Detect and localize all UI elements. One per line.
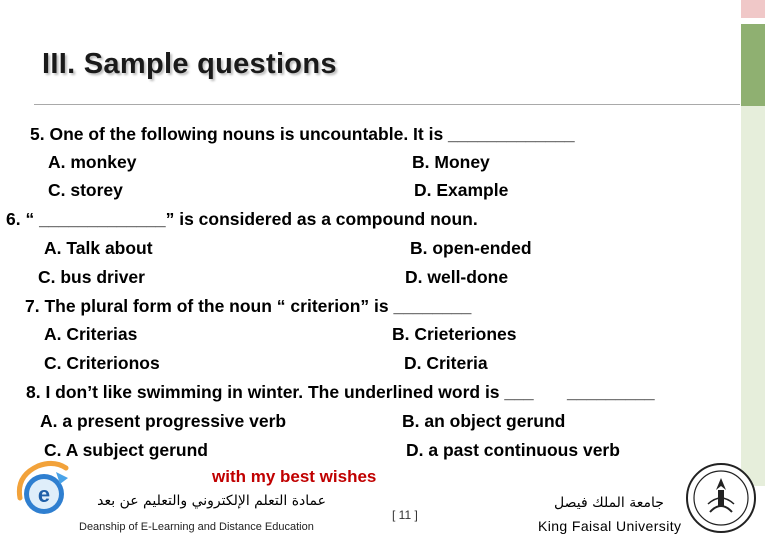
question-5: 5. One of the following nouns is uncountable. It is _____________ [30, 124, 575, 144]
deanship-arabic: عمادة التعلم الإلكتروني والتعليم عن بعد [97, 493, 326, 509]
title-divider [34, 104, 740, 105]
closing-wishes: with my best wishes [212, 467, 377, 486]
university-english: King Faisal University [538, 518, 682, 534]
question-6: 6. “ _____________” is considered as a compound noun. [6, 209, 478, 229]
question-6-option-a: A. Talk about [44, 238, 153, 258]
slide-title: III. Sample questions [42, 48, 337, 80]
question-8-option-a: A. a present progressive verb [40, 411, 287, 431]
page-number: [ 11 ] [392, 508, 418, 522]
deanship-english: Deanship of E-Learning and Distance Education [79, 521, 314, 533]
kfu-seal-icon [680, 460, 762, 536]
decor-bar-light-green [741, 106, 765, 486]
question-7-option-d: D. Criteria [404, 353, 488, 373]
decor-bar-pink [741, 0, 765, 18]
question-5-option-b: B. Money [412, 152, 490, 172]
question-6-option-d: D. well-done [405, 267, 509, 287]
question-6-option-b: B. open-ended [410, 238, 532, 258]
e-learning-globe-icon [14, 458, 74, 522]
question-7-option-a: A. Criterias [44, 324, 138, 344]
university-arabic: جامعة الملك فيصل [554, 495, 664, 511]
question-8-option-c: C. A subject gerund [44, 440, 208, 460]
decor-bar-green [741, 24, 765, 106]
question-5-option-c: C. storey [48, 180, 123, 200]
question-8: 8. I don’t like swimming in winter. The underlined word is ___ [26, 382, 534, 402]
question-8-option-d: D. a past continuous verb [406, 440, 620, 460]
question-7-option-b: B. Crieteriones [392, 324, 517, 344]
question-5-option-a: A. monkey [48, 152, 137, 172]
svg-text:e: e [37, 482, 51, 507]
question-8-option-b: B. an object gerund [402, 411, 566, 431]
question-6-option-c: C. bus driver [38, 267, 145, 287]
question-7-option-c: C. Criterionos [44, 353, 160, 373]
question-8-blank: _________ [567, 382, 655, 402]
question-7: 7. The plural form of the noun “ criterion” is ________ [25, 296, 472, 316]
question-5-option-d: D. Example [414, 180, 509, 200]
